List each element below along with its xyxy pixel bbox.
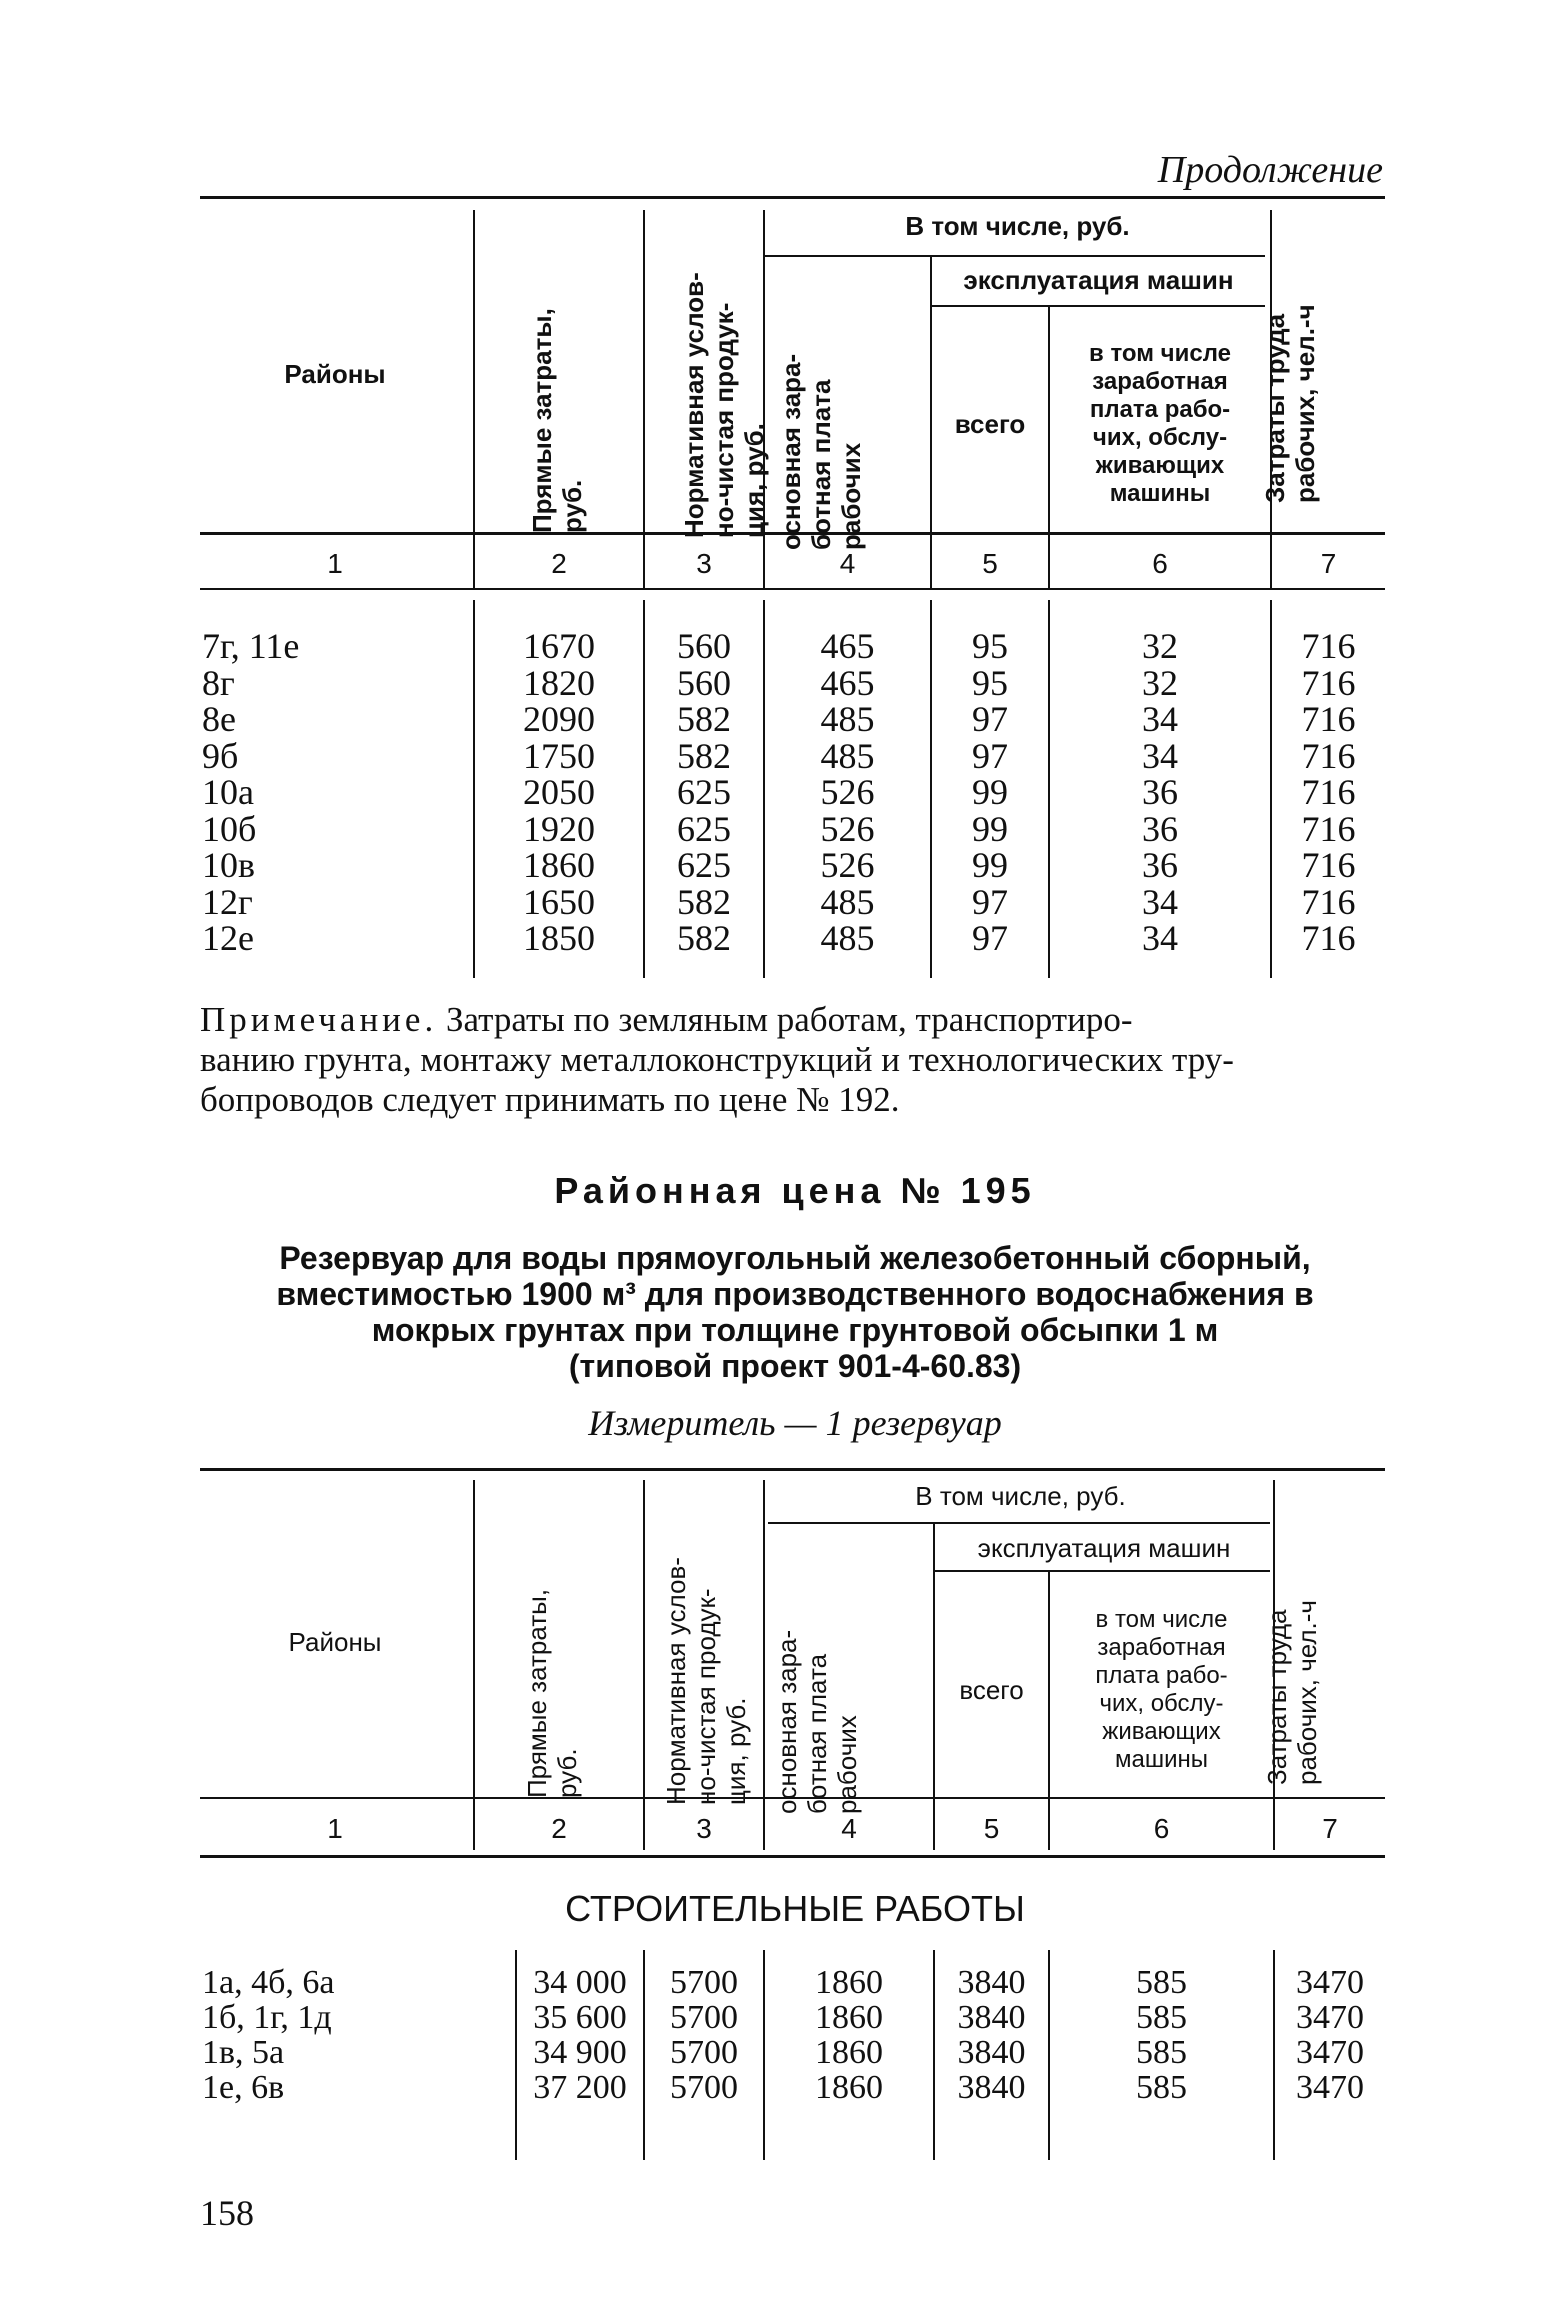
table-cell: 625 — [677, 772, 731, 812]
including-header: В том числе, руб. — [905, 211, 1130, 241]
section-title: Районная цена № 195 — [554, 1170, 1036, 1211]
normative-header: Нормативная услов- но-чистая продук- ция, руб. — [661, 1557, 751, 1805]
col-number: 5 — [982, 548, 998, 579]
table-cell: 560 — [677, 626, 731, 666]
table-cell: 34 — [1142, 918, 1178, 958]
table-cell: 1860 — [523, 845, 595, 885]
table-cell: 1670 — [523, 626, 595, 666]
table-cell: 1б, 1г, 1д — [202, 1999, 332, 2036]
regions-header: Районы — [288, 1627, 382, 1657]
including-header: В том числе, руб. — [915, 1481, 1126, 1511]
table-cell: 3840 — [957, 2034, 1026, 2071]
table-cell: 716 — [1301, 626, 1356, 666]
table-cell: 582 — [677, 735, 731, 776]
direct-costs-column — [475, 628, 643, 957]
machine-operation-header: эксплуатация машин — [963, 265, 1234, 295]
col-number: 2 — [551, 548, 567, 579]
machine-wage-column — [1050, 1965, 1273, 2105]
table-cell: 10а — [202, 772, 254, 812]
col-number: 5 — [983, 1813, 1000, 1844]
table-cell: 97 — [972, 881, 1008, 922]
table-cell: 526 — [820, 845, 875, 885]
table-cell: 99 — [972, 845, 1008, 885]
col-number: 6 — [1153, 1813, 1170, 1844]
table-cell: 716 — [1301, 699, 1356, 739]
base-wage-header: основная зара- ботная плата рабочих — [776, 353, 866, 550]
desc-line-1: Резервуар для воды прямоугольный железобетонный сборный, — [279, 1240, 1311, 1276]
table-cell: 3470 — [1296, 2069, 1364, 2106]
table-cell: 3840 — [957, 2069, 1026, 2106]
direct-costs-column — [517, 1965, 643, 2105]
table-cell: 99 — [972, 772, 1008, 812]
note-line-2: ванию грунта, монтажу металлоконструкций и технологических тру- — [200, 1040, 1234, 1079]
desc-line-3: мокрых грунтах при толщине грунтовой обсыпки 1 м — [371, 1312, 1219, 1348]
table-cell: 485 — [820, 699, 875, 739]
machine-wage-column — [1050, 628, 1270, 957]
note-label: Примечание. — [200, 1000, 438, 1039]
table-cell: 3840 — [957, 1964, 1026, 2001]
total-column — [932, 628, 1048, 957]
continuation-label: Продолжение — [1157, 149, 1383, 191]
table-cell: 1е, 6в — [202, 2069, 285, 2106]
table-cell: 1860 — [815, 2034, 883, 2071]
section-description — [190, 1240, 1400, 1384]
table-cell: 485 — [820, 918, 875, 958]
labor-column — [1275, 1965, 1385, 2105]
base-wage-column — [765, 628, 930, 957]
normative-column — [645, 1965, 763, 2105]
table-cell: 97 — [972, 918, 1008, 958]
col-number: 7 — [1322, 1813, 1338, 1844]
table-cell: 97 — [972, 699, 1008, 739]
base-wage-column — [765, 1965, 933, 2105]
table-cell: 625 — [677, 808, 731, 849]
table-cell: 1820 — [523, 662, 595, 703]
direct-costs-header: Прямые затраты, руб. — [527, 308, 587, 533]
table-cell: 2050 — [523, 772, 595, 812]
table-cell: 32 — [1142, 662, 1178, 703]
table-cell: 1в, 5а — [202, 2034, 285, 2071]
measure-unit: Измеритель — 1 резервуар — [588, 1403, 1002, 1443]
group-title: СТРОИТЕЛЬНЫЕ РАБОТЫ — [565, 1888, 1025, 1929]
note — [200, 1000, 1390, 1120]
col-number: 3 — [696, 548, 712, 579]
table-cell: 34 900 — [533, 2034, 627, 2071]
table-cell: 465 — [820, 626, 875, 666]
table-cell: 1650 — [523, 881, 595, 922]
table-cell: 716 — [1301, 918, 1356, 958]
table-cell: 3470 — [1296, 1999, 1364, 2036]
col-number: 1 — [327, 1813, 343, 1844]
total-column — [935, 1965, 1048, 2105]
table-cell: 99 — [972, 808, 1008, 849]
table-cell: 9б — [202, 735, 239, 776]
table-cell: 1850 — [523, 918, 595, 958]
table-cell: 10в — [202, 845, 255, 885]
table-cell: 465 — [820, 662, 875, 703]
table-cell: 5700 — [670, 2034, 738, 2071]
table-cell: 34 — [1142, 735, 1178, 776]
table-cell: 582 — [677, 918, 731, 958]
table-cell: 35 600 — [533, 1999, 627, 2036]
normative-header: Нормативная услов- но-чистая продук- ция, руб. — [679, 272, 769, 538]
table-cell: 485 — [820, 735, 875, 776]
table-cell: 1920 — [523, 808, 595, 849]
table-cell: 560 — [677, 662, 731, 703]
table-cell: 716 — [1301, 772, 1356, 812]
page-number: 158 — [200, 2193, 254, 2233]
col-number: 3 — [696, 1813, 712, 1844]
table-cell: 7г, 11е — [202, 626, 300, 666]
table-cell: 585 — [1136, 2034, 1187, 2071]
table-cell: 3470 — [1296, 2034, 1364, 2071]
table-cell: 34 — [1142, 881, 1178, 922]
col-number: 4 — [841, 1813, 857, 1844]
table-cell: 585 — [1136, 2069, 1187, 2106]
table-cell: 8е — [202, 699, 236, 739]
table-cell: 8г — [202, 662, 235, 703]
table-cell: 95 — [972, 662, 1008, 703]
table-cell: 97 — [972, 735, 1008, 776]
table-cell: 526 — [820, 772, 875, 812]
machine-wage-header: в том числе заработная плата рабо- чих, обслу- живающих машины — [1095, 1606, 1228, 1773]
table-cell: 485 — [820, 881, 875, 922]
table-cell: 1860 — [815, 1964, 883, 2001]
table-cell: 5700 — [670, 1964, 738, 2001]
table-cell: 625 — [677, 845, 731, 885]
table-cell: 582 — [677, 699, 731, 739]
regions-header: Районы — [284, 359, 386, 389]
total-header: всего — [954, 409, 1026, 439]
table-cell: 36 — [1142, 772, 1178, 812]
table-cell: 585 — [1136, 1999, 1187, 2036]
table-cell: 10б — [202, 808, 257, 849]
table-cell: 95 — [972, 626, 1008, 666]
table-cell: 582 — [677, 881, 731, 922]
direct-costs-header: Прямые затраты, руб. — [522, 1588, 582, 1798]
table-cell: 2090 — [523, 699, 595, 739]
note-line-3: бопроводов следует принимать по цене № 192. — [200, 1080, 900, 1119]
col-number: 1 — [327, 548, 343, 579]
table-cell: 12г — [202, 881, 253, 922]
table-cell: 3840 — [957, 1999, 1026, 2036]
normative-column — [645, 628, 763, 957]
table-cell: 5700 — [670, 1999, 738, 2036]
table-cell: 1860 — [815, 2069, 883, 2106]
table-cell: 716 — [1301, 845, 1356, 885]
labor-header: Затраты труда рабочих, чел.-ч — [1262, 1600, 1322, 1785]
col-number: 4 — [839, 548, 856, 579]
col-number: 2 — [551, 1813, 567, 1844]
table-cell: 3470 — [1296, 1964, 1364, 2001]
desc-line-2: вместимостью 1900 м³ для производственного водоснабжения в — [276, 1276, 1314, 1312]
table-cell: 12е — [202, 918, 254, 958]
table-cell: 1а, 4б, 6а — [202, 1964, 335, 2001]
note-line-1: Затраты по земляным работам, транспортиро- — [437, 1000, 1133, 1039]
table-cell: 585 — [1136, 1964, 1187, 2001]
base-wage-header: основная зара- ботная плата рабочих — [772, 1629, 862, 1814]
table-cell: 5700 — [670, 2069, 738, 2106]
col-number: 6 — [1152, 548, 1168, 579]
table-cell: 34 000 — [533, 1964, 627, 2001]
table-cell: 1860 — [815, 1999, 883, 2036]
labor-column — [1272, 628, 1385, 957]
table-cell: 1750 — [523, 735, 595, 776]
table-cell: 716 — [1301, 881, 1356, 922]
machine-wage-header: в том числе заработная плата рабо- чих, обслу- живающих машины — [1089, 340, 1231, 507]
table-cell: 36 — [1142, 808, 1178, 849]
table-cell: 36 — [1142, 845, 1178, 885]
col-number: 7 — [1320, 548, 1337, 579]
table-cell: 716 — [1301, 735, 1356, 776]
table-cell: 716 — [1301, 662, 1356, 703]
table-cell: 32 — [1142, 626, 1178, 666]
table-cell: 526 — [820, 808, 875, 849]
table-cell: 34 — [1142, 699, 1178, 739]
regions-column — [202, 1965, 502, 2105]
regions-column — [202, 628, 462, 957]
labor-header: Затраты труда рабочих, чел.-ч — [1260, 304, 1320, 503]
total-header: всего — [959, 1675, 1024, 1705]
desc-line-4: (типовой проект 901-4-60.83) — [568, 1348, 1022, 1384]
table-cell: 37 200 — [533, 2069, 627, 2106]
table-cell: 716 — [1301, 808, 1356, 849]
machine-operation-header: эксплуатация машин — [977, 1533, 1231, 1563]
